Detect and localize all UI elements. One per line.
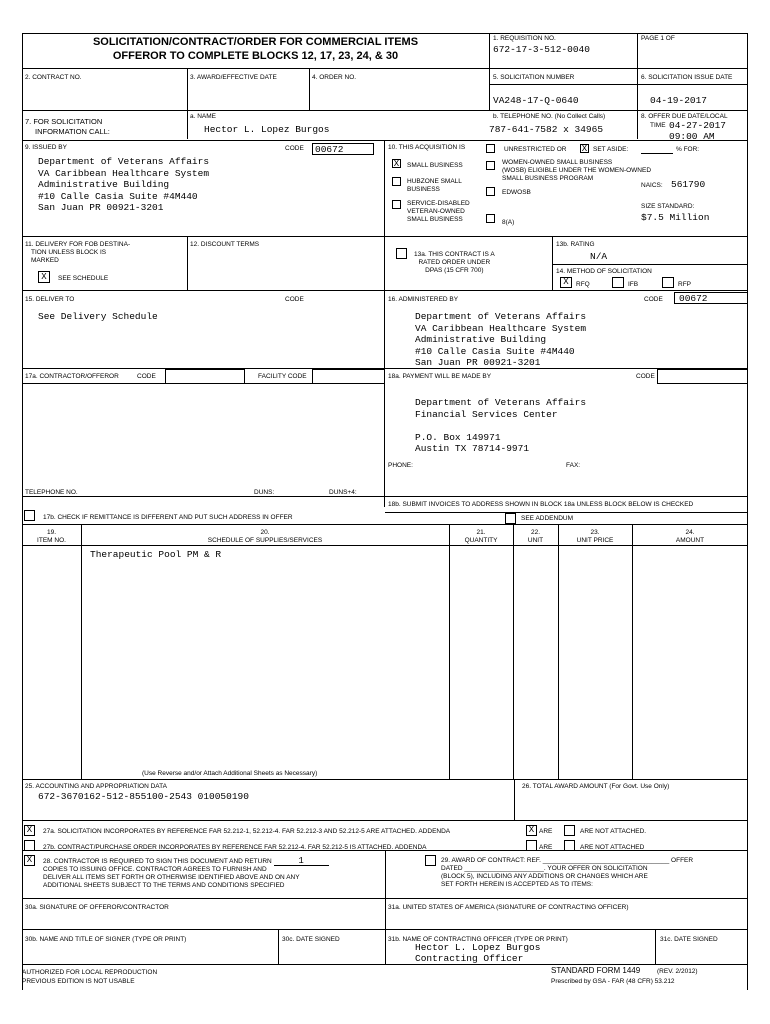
issued-by-address: Department of Veterans Affairs VA Caribbean Healthcare System Administrative Building #10 Calle Casia Suite #4M440 San Juan PR 00921-3201	[38, 156, 210, 213]
ifb-label: IFB	[628, 281, 639, 288]
small-business-checkbox[interactable]: X	[393, 159, 400, 169]
page-label: PAGE 1 OF	[641, 35, 675, 42]
rfq-label: RFQ	[576, 281, 590, 288]
duns-label: DUNS:	[254, 489, 275, 496]
phone-label: b. TELEPHONE NO. (No Collect Calls)	[493, 113, 606, 120]
contractor-label: 17a. CONTRACTOR/OFFEROR	[25, 373, 119, 380]
total-award-label: 26. TOTAL AWARD AMOUNT (For Govt. Use Only)	[522, 783, 670, 790]
ifb-checkbox[interactable]	[612, 277, 624, 288]
due-date[interactable]: 04-27-2017	[669, 120, 727, 131]
eight-a-checkbox[interactable]	[486, 214, 495, 223]
administered-code-label: CODE	[644, 296, 663, 303]
clause-28-text: 28. CONTRACTOR IS REQUIRED TO SIGN THIS DOCUMENT AND RETURN 1 COPIES TO ISSUING OFFICE. CONTRACTOR AGREES TO FURNISH AND DELIVER ALL ITEMS SET FORTH OR OTHERWISE IDENTIFIED ABOVE AND ON ANY ADDITIONAL SHEETS SUBJECT TO THE TERMS AND CONDITIONS SPECIFIED	[43, 857, 329, 890]
facility-code-label: FACILITY CODE	[258, 373, 307, 380]
accounting-value[interactable]: 672-3670162-512-855100-2543 010050190	[38, 791, 249, 802]
issue-date[interactable]: 04-19-2017	[650, 95, 708, 106]
naics-value[interactable]: 561790	[671, 179, 706, 190]
rfq-checkbox[interactable]: X	[560, 277, 572, 288]
rfp-checkbox[interactable]	[662, 277, 674, 288]
rating-value[interactable]: N/A	[590, 251, 608, 262]
facility-code-field[interactable]	[312, 369, 385, 384]
clause-27b-label: 27b. CONTRACT/PURCHASE ORDER INCORPORATES BY REFERENCE FAR 52.212-4. FAR 52.212-5 IS ATTACHED. ADDENDA	[43, 844, 427, 851]
form-title	[22, 35, 489, 63]
schedule-footnote: (Use Reverse and/or Attach Additional Sheets as Necessary)	[142, 770, 318, 777]
sdvosb-checkbox[interactable]	[392, 200, 401, 209]
payment-address: Department of Veterans Affairs Financial Services Center P.O. Box 149971 Austin TX 78714-9971	[415, 397, 587, 454]
deliver-to-label: 15. DELIVER TO	[25, 296, 75, 303]
hubzone-label: HUBZONE SMALL BUSINESS	[407, 178, 462, 193]
footer-revision: (REV. 2/2012)	[657, 968, 698, 975]
telephone-label: TELEPHONE NO.	[25, 489, 78, 496]
deliver-to-code-label: CODE	[285, 296, 304, 303]
clause-27a-label: 27a. SOLICITATION INCORPORATES BY REFERENCE FAR 52.212-1, 52.212-4. FAR 52.212-3 AND 52.212-5 ARE ATTACHED. ADDENDA	[43, 828, 451, 835]
hubzone-checkbox[interactable]	[392, 177, 401, 186]
col24-header: 24. AMOUNT	[675, 529, 705, 544]
clause-29-text: 29. AWARD OF CONTRACT: REF. ___________________________________ OFFER DATED ______________________. YOUR OFFER ON SOLICITATION (BLOCK 5), INCLUDING ANY ADDITIONS OR CHANGES WHICH ARE SET FORTH HEREIN IS ACCEPTED AS TO ITEMS:	[441, 857, 694, 888]
officer-name[interactable]: Hector L. Lopez Burgos	[415, 942, 541, 953]
award-date-label: 3. AWARD/EFFECTIVE DATE	[190, 74, 277, 81]
clause-27a-are-label: ARE	[539, 828, 553, 835]
clause-27a-are-checkbox[interactable]: X	[526, 825, 537, 836]
clause-29-checkbox[interactable]	[425, 855, 436, 866]
col23-header: 23. UNIT PRICE	[576, 529, 614, 544]
clause-27a-checkbox[interactable]: X	[24, 825, 35, 836]
col22-header: 22. UNIT	[527, 529, 544, 544]
fob-delivery-label: 11. DELIVERY FOR FOB DESTINA- TION UNLESS BLOCK IS MARKED	[25, 241, 131, 264]
naics-label: NAICS:	[641, 182, 663, 189]
clause-27b-are-label: ARE	[539, 844, 553, 851]
wosb-label: WOMEN-OWNED SMALL BUSINESS (WOSB) ELIGIBLE UNDER THE WOMEN-OWNED SMALL BUSINESS PROGRAM	[502, 159, 652, 182]
clause-27b-are-checkbox[interactable]	[526, 840, 537, 851]
footer-authorized: AUTHORIZED FOR LOCAL REPRODUCTION	[22, 969, 158, 976]
solicitation-no-label: 5. SOLICITATION NUMBER	[493, 74, 575, 81]
addendum-checkbox[interactable]	[505, 513, 516, 524]
discount-terms-label: 12. DISCOUNT TERMS	[190, 241, 260, 248]
clause-27b-are-not-checkbox[interactable]	[564, 840, 575, 851]
order-no-label: 4. ORDER NO.	[312, 74, 357, 81]
rated-order-checkbox[interactable]	[396, 248, 407, 259]
edwosb-label: EDWOSB	[502, 189, 531, 196]
signer-30b-label: 30b. NAME AND TITLE OF SIGNER (TYPE OR PRINT)	[25, 936, 187, 943]
rating-label: 13b. RATING	[556, 241, 595, 248]
return-copies-count[interactable]: 1	[274, 857, 329, 866]
date-30c-label: 30c. DATE SIGNED	[282, 936, 340, 943]
issued-by-code[interactable]: 00672	[315, 144, 344, 155]
size-standard-label: SIZE STANDARD:	[641, 203, 695, 210]
form-title-line2: OFFEROR TO COMPLETE BLOCKS 12, 17, 23, 24, & 30	[112, 50, 399, 62]
signature-31a-label: 31a. UNITED STATES OF AMERICA (SIGNATURE OF CONTRACTING OFFICER)	[388, 904, 629, 911]
acquisition-label: 10. THIS ACQUISITION IS	[388, 144, 466, 151]
payment-code-label: CODE	[636, 373, 655, 380]
sdvosb-label: SERVICE-DISABLED VETERAN-OWNED SMALL BUSINESS	[407, 200, 470, 223]
clause-27b-checkbox[interactable]	[24, 840, 35, 851]
remittance-checkbox[interactable]	[24, 510, 35, 521]
small-business-label: SMALL BUSINESS	[407, 162, 463, 169]
officer-31b-label: 31b. NAME OF CONTRACTING OFFICER (TYPE OR PRINT)	[388, 936, 568, 943]
solicitation-number[interactable]: VA248-17-Q-0640	[493, 95, 579, 106]
date-31c-label: 31c. DATE SIGNED	[660, 936, 718, 943]
requisition-label: 1. REQUISITION NO.	[493, 35, 556, 42]
unrestricted-label: UNRESTRICTED OR	[504, 146, 567, 153]
phone-number[interactable]: 787-641-7582 x 34965	[489, 124, 604, 135]
name-label: a. NAME	[190, 113, 217, 120]
issue-date-label: 6. SOLICITATION ISSUE DATE	[641, 74, 733, 81]
administered-address: Department of Veterans Affairs VA Caribbean Healthcare System Administrative Building #10 Calle Casia Suite #4M440 San Juan PR 00921-3201	[415, 311, 587, 368]
deliver-to-value[interactable]: See Delivery Schedule	[38, 311, 158, 322]
contractor-code-field[interactable]	[165, 369, 245, 384]
contractor-code-label: CODE	[137, 373, 156, 380]
administered-code[interactable]: 00672	[679, 293, 708, 304]
eight-a-label: 8(A)	[502, 219, 515, 226]
wosb-checkbox[interactable]	[486, 161, 495, 170]
form-title-line1: SOLICITATION/CONTRACT/ORDER FOR COMMERCIAL ITEMS	[92, 36, 419, 48]
submit-invoices-label: 18b. SUBMIT INVOICES TO ADDRESS SHOWN IN BLOCK 18a UNLESS BLOCK BELOW IS CHECKED	[388, 501, 694, 508]
rfp-label: RFP	[678, 281, 691, 288]
signature-30a-label: 30a. SIGNATURE OF OFFEROR/CONTRACTOR	[25, 904, 169, 911]
payment-fax-label: FAX:	[566, 462, 581, 469]
requisition-number[interactable]: 672-17-3-512-0040	[493, 44, 590, 55]
col21-header: 21. QUANTITY	[464, 529, 498, 544]
clause-27a-are-not-checkbox[interactable]	[564, 825, 575, 836]
rated-order-label: 13a. THIS CONTRACT IS A RATED ORDER UNDER DPAS (15 CFR 700)	[414, 251, 495, 274]
officer-title[interactable]: Contracting Officer	[415, 953, 524, 964]
col19-header: 19. ITEM NO.	[37, 529, 66, 544]
accounting-label: 25. ACCOUNTING AND APPROPRIATION DATA	[25, 783, 167, 790]
footer-prescribed: Prescribed by GSA - FAR (48 CFR) 53.212	[551, 978, 675, 985]
addendum-label: SEE ADDENDUM	[521, 515, 574, 522]
pct-for-label: % FOR:	[676, 146, 700, 153]
due-date-label: 8. OFFER DUE DATE/LOCAL	[641, 113, 728, 120]
set-aside-label: SET ASIDE:	[593, 146, 629, 153]
remittance-label: 17b. CHECK IF REMITTANCE IS DIFFERENT AND PUT SUCH ADDRESS IN OFFER	[43, 514, 293, 521]
clause-28-checkbox[interactable]: X	[24, 855, 35, 866]
duns4-label: DUNS+4:	[329, 489, 357, 496]
footer-previous: PREVIOUS EDITION IS NOT USABLE	[22, 978, 135, 985]
payment-code-field[interactable]	[657, 369, 748, 384]
footer-form-name: STANDARD FORM 1449	[551, 966, 641, 975]
schedule-item-description[interactable]: Therapeutic Pool PM & R	[90, 549, 222, 560]
due-time[interactable]: 09:00 AM	[669, 131, 715, 142]
see-schedule-checkbox[interactable]: X	[38, 271, 50, 283]
col20-header: 20. SCHEDULE OF SUPPLIES/SERVICES	[207, 529, 323, 544]
issued-by-label: 9. ISSUED BY	[25, 144, 67, 151]
clause-27b-are-not-label: ARE NOT ATTACHED	[580, 844, 645, 851]
contract-no-label: 2. CONTRACT NO.	[25, 74, 82, 81]
size-standard-value[interactable]: $7.5 Million	[641, 212, 710, 223]
payment-phone-label: PHONE:	[388, 462, 413, 469]
for-info-label: 7. FOR SOLICITATION INFORMATION CALL:	[25, 117, 110, 136]
clause-27a-are-not-label: ARE NOT ATTACHED.	[580, 828, 647, 835]
payment-label: 18a. PAYMENT WILL BE MADE BY	[388, 373, 492, 380]
set-aside-checkbox[interactable]: X	[581, 144, 588, 154]
method-label: 14. METHOD OF SOLICITATION	[556, 268, 652, 275]
issued-by-code-label: CODE	[285, 145, 304, 152]
contact-name[interactable]: Hector L. Lopez Burgos	[204, 124, 330, 135]
edwosb-checkbox[interactable]	[486, 187, 495, 196]
administered-by-label: 16. ADMINISTERED BY	[388, 296, 459, 303]
see-schedule-label: SEE SCHEDULE	[58, 275, 109, 282]
unrestricted-checkbox[interactable]	[486, 144, 495, 153]
time-label: TIME	[650, 122, 666, 129]
